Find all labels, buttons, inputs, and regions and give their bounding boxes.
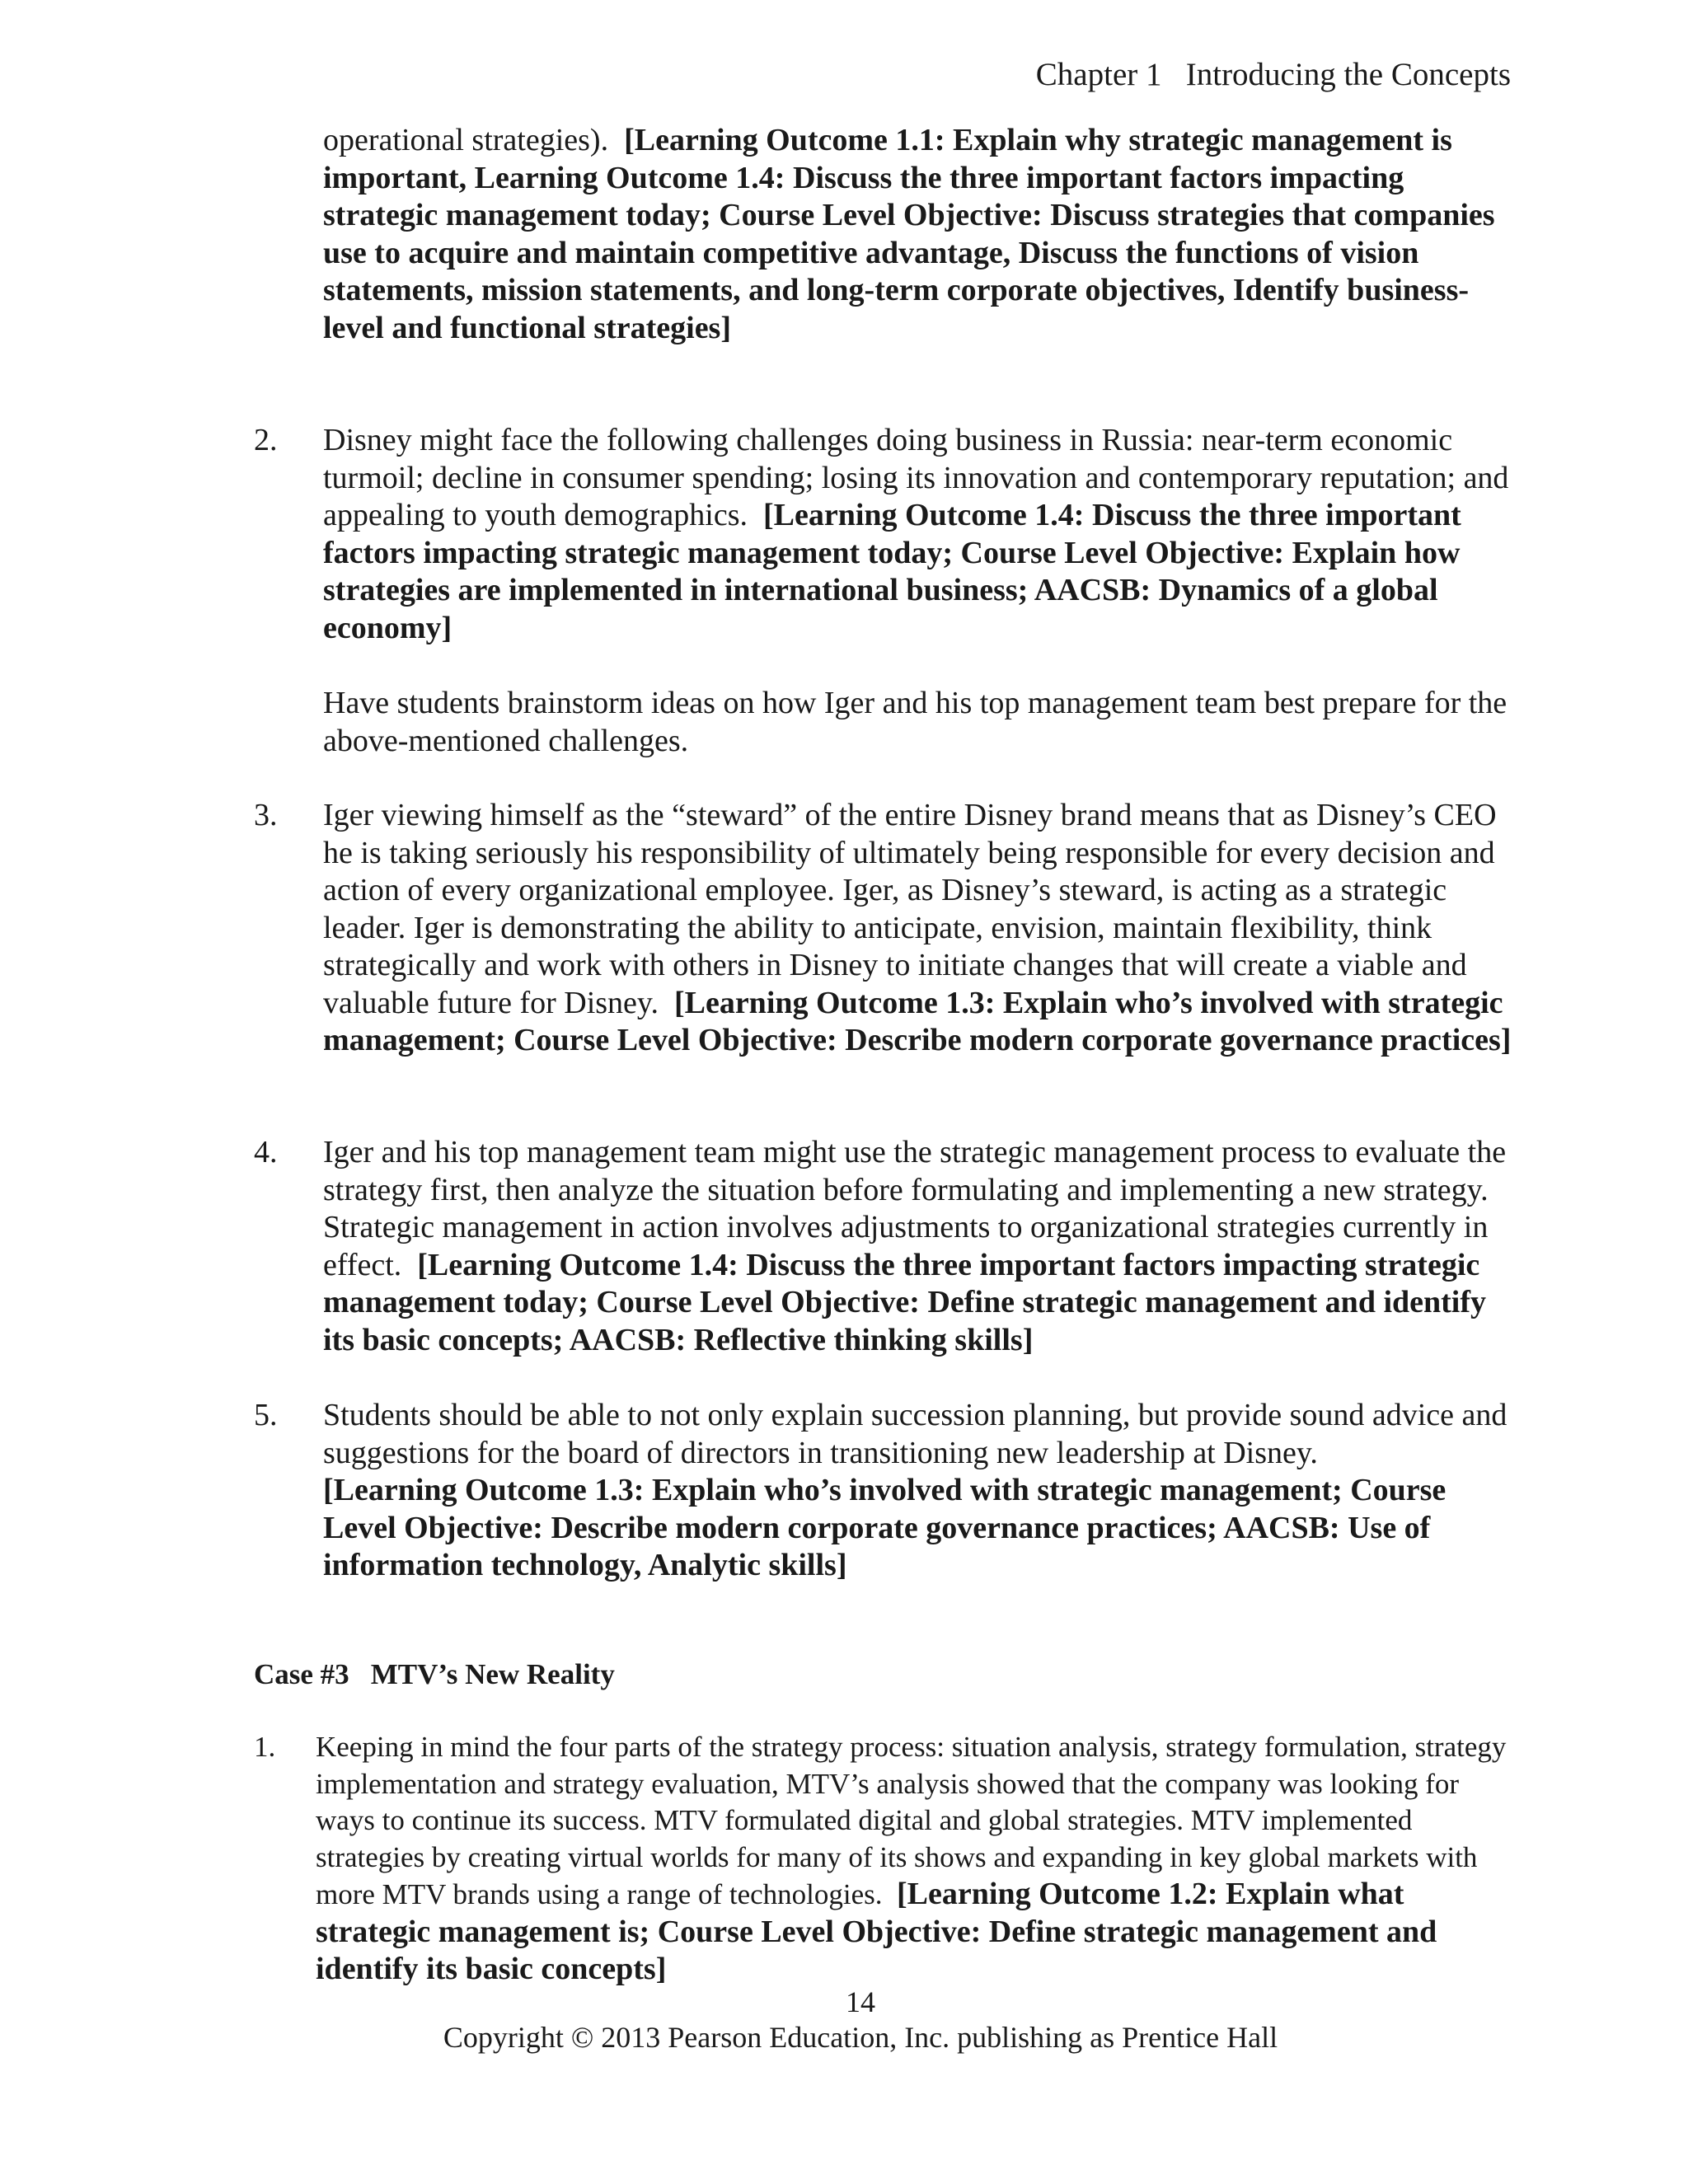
copyright-notice: Copyright © 2013 Pearson Education, Inc. publishing as Prentice Hall (443, 2021, 1278, 2054)
learning-outcome-reference: [Learning Outcome 1.2: Explain what strategic management is; Course Level Objective: Define strategic management and identify its basic concepts] (316, 1877, 1437, 1986)
case-title: MTV’s New Reality (370, 1658, 615, 1690)
answer-text: operational strategies). (323, 123, 609, 157)
item-number: 3. (254, 798, 278, 832)
case-heading (254, 1657, 615, 1693)
learning-outcome-reference: [Learning Outcome 1.3: Explain who’s involved with strategic management; Course Level Objective: Describe modern corporate governance practices] (323, 985, 1512, 1057)
answer-item (323, 422, 1514, 647)
answer-text: Keeping in mind the four parts of the strategy process: situation analysis, strategy formulation, strategy implementation and strategy evaluation, MTV’s analysis showed that the company was looking for ways to continue its success. MTV formulated digital and global strategies. MTV implemented strategies by creating virtual worlds for many of its shows and expanding in key global markets with more MTV brands using a range of technologies. (316, 1731, 1507, 1910)
item-number: 5. (254, 1398, 278, 1432)
answer-text: Disney might face the following challenges doing business in Russia: near-term economic turmoil; decline in consumer spending; losing its innovation and contemporary reputation; and appealing to youth demographics. (323, 423, 1509, 532)
case-label: Case #3 (254, 1658, 349, 1690)
answer-item (323, 1397, 1514, 1585)
instructor-note: Have students brainstorm ideas on how Iger and his top management team best prepare for the above-mentioned challenges. (323, 686, 1507, 758)
item-number: 4. (254, 1135, 278, 1169)
learning-outcome-reference: [Learning Outcome 1.3: Explain who’s involved with strategic management; Course Level Objective: Describe modern corporate governance practices; AACSB: Use of information technology, Analytic skills] (323, 1473, 1447, 1582)
page-number: 14 (846, 1985, 875, 2018)
answer-text: Iger viewing himself as the “steward” of the entire Disney brand means that as Disney’s CEO he is taking seriously his responsibility of ultimately being responsible for every decision and action of every organizational employee. Iger, as Disney’s steward, is acting as a strategic leader. Iger is demonstrating the ability to anticipate, envision, maintain flexibility, think strategically and work with others in Disney to initiate changes that will create a viable and valuable future for Disney. (323, 798, 1497, 1020)
running-header (1036, 56, 1511, 94)
answer-text: Iger and his top management team might use the strategic management process to evaluate the strategy first, then analyze the situation before formulating and implementing a new strategy. Strategic management in action involves adjustments to organizational strategies currently in effect. (323, 1135, 1507, 1282)
answer-item (323, 1134, 1514, 1359)
item-number: 2. (254, 423, 278, 457)
learning-outcome-reference: [Learning Outcome 1.4: Discuss the three important factors impacting strategic management today; Course Level Objective: Explain how strategies are implemented in international business; AACSB: Dynamics of a global economy] (323, 498, 1461, 645)
continued-answer (323, 122, 1514, 347)
answer-item (316, 1729, 1515, 1989)
chapter-title: Introducing the Concepts (1185, 57, 1511, 92)
answer-text: Students should be able to not only explain succession planning, but provide sound advice and suggestions for the board of directors in transitioning new leadership at Disney. (323, 1398, 1507, 1470)
item-number: 1. (254, 1731, 276, 1763)
learning-outcome-reference: [Learning Outcome 1.4: Discuss the three important factors impacting strategic management today; Course Level Objective: Define strategic management and identify its basic concepts; AACSB: Reflective thinking skills] (323, 1247, 1487, 1357)
chapter-label: Chapter 1 (1035, 57, 1162, 92)
learning-outcome-reference: [Learning Outcome 1.1: Explain why strategic management is important, Learning Outcome 1.4: Discuss the three important factors impacting strategic management today; Course Level Objective: Discuss strategies that companies use to acquire and maintain competitive advantage, Discuss the functions of vision statements, mission statements, and long-term corporate objectives, Identify business-level and functional strategies] (323, 123, 1495, 345)
answer-item (323, 797, 1514, 1060)
